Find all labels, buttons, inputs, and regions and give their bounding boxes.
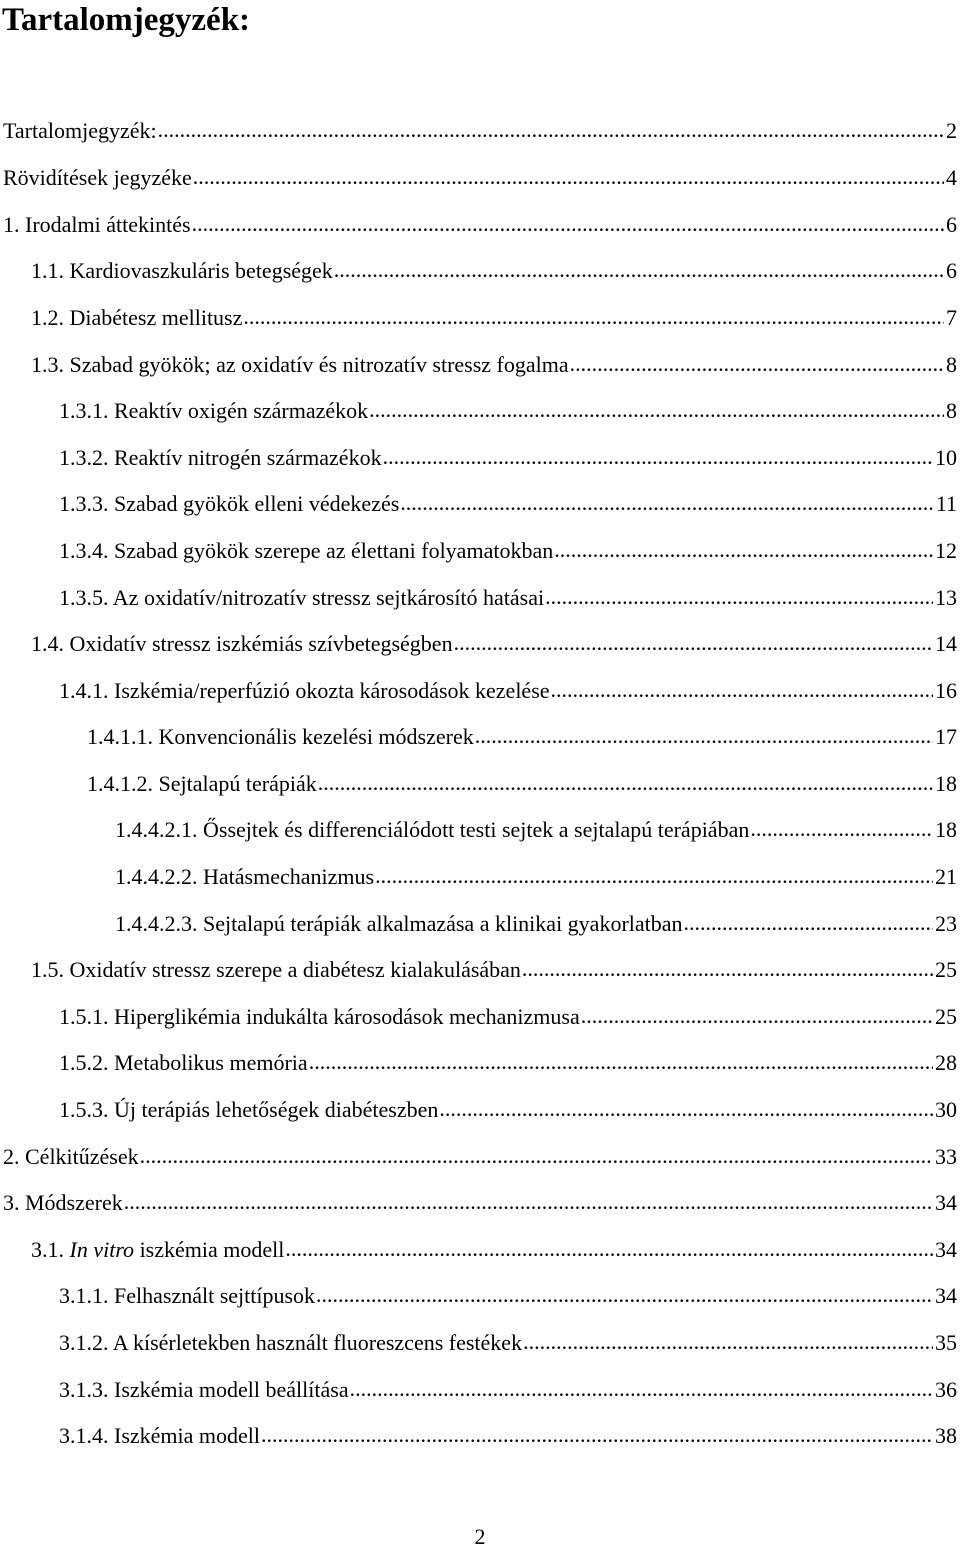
toc-entry-page: 8 (946, 398, 957, 423)
toc-entry-label: 1.5. Oxidatív stressz szerepe a diabétesz kialakulásában (31, 957, 521, 982)
toc-entry-1-5-2[interactable] (59, 1048, 957, 1078)
toc-entry-1-3-5[interactable] (59, 583, 957, 613)
toc-entry-label: 3.1.3. Iszkémia modell beállítása (59, 1377, 349, 1402)
page-number: 2 (474, 1524, 486, 1549)
toc-entry-1-4-1-2[interactable] (87, 769, 957, 799)
toc-leader-dots (350, 1374, 933, 1404)
toc-entry-page: 7 (946, 305, 957, 330)
toc-leader-dots (124, 1187, 933, 1217)
toc-entry-1-4-4-2-2[interactable] (115, 862, 957, 892)
toc-entry-page: 25 (935, 1004, 957, 1029)
toc-leader-dots (454, 628, 933, 658)
toc-entry-label: 1.3.5. Az oxidatív/nitrozatív stressz sejtkárosító hatásai (59, 585, 545, 610)
toc-entry-page: 34 (935, 1237, 957, 1262)
toc-leader-dots (309, 1047, 933, 1077)
toc-entry-label: 1.1. Kardiovaszkuláris betegségek (31, 258, 333, 283)
toc-entry-label: 1.4.1. Iszkémia/reperfúzió okozta károsodások kezelése (59, 678, 550, 703)
toc-leader-dots (570, 349, 944, 379)
toc-entry-page: 16 (935, 678, 957, 703)
toc-leader-dots (522, 954, 933, 984)
toc-leader-dots (545, 582, 933, 612)
toc-leader-dots (140, 1141, 933, 1171)
toc-entry-1-5-1[interactable] (59, 1002, 957, 1032)
toc-entry-page: 6 (946, 258, 957, 283)
toc-leader-dots (261, 1420, 933, 1450)
toc-entry-label: 1.4.4.2.2. Hatásmechanizmus (115, 864, 375, 889)
toc-entry-page: 21 (935, 864, 957, 889)
toc-leader-dots (316, 1280, 933, 1310)
toc-leader-dots (439, 1094, 933, 1124)
toc-entry-1-3-2[interactable] (59, 443, 957, 473)
toc-label-italic: In vitro (69, 1237, 135, 1262)
toc-label-suffix: iszkémia modell (134, 1237, 285, 1262)
toc-leader-dots (475, 721, 933, 751)
toc-entry-1-4-1-1[interactable] (87, 722, 957, 752)
toc-entry-1-4-1[interactable] (59, 676, 957, 706)
toc-entry-label: 1.4. Oxidatív stressz iszkémiás szívbetegségben (31, 631, 453, 656)
toc-entry-3-1-1[interactable] (59, 1281, 957, 1311)
toc-entry-label: 3. Módszerek (3, 1190, 123, 1215)
toc-leader-dots (400, 488, 934, 518)
toc-entry-1-3-4[interactable] (59, 536, 957, 566)
toc-leader-dots (193, 162, 944, 192)
toc-entry-page: 17 (935, 724, 957, 749)
toc-leader-dots (369, 395, 944, 425)
toc-entry-page: 30 (935, 1097, 957, 1122)
toc-entry-label: 1.3.1. Reaktív oxigén származékok (59, 398, 369, 423)
toc-entry-label: 1.5.3. Új terápiás lehetőségek diabéteszben (59, 1097, 439, 1122)
toc-entry-3-1-4[interactable] (59, 1421, 957, 1451)
toc-entry-label: 1.3.2. Reaktív nitrogén származékok (59, 445, 382, 470)
toc-entry-page: 2 (946, 118, 957, 143)
toc-entry-page: 34 (935, 1283, 957, 1308)
toc-entry-label: 1.4.1.1. Konvencionális kezelési módszerek (87, 724, 474, 749)
toc-entry-1-3-3[interactable] (59, 489, 957, 519)
toc-leader-dots (551, 675, 933, 705)
toc-entry-1-3[interactable] (31, 350, 957, 380)
toc-leader-dots (318, 768, 933, 798)
toc-leader-dots (383, 442, 933, 472)
page-title: Tartalomjegyzék: (2, 2, 251, 38)
toc-leader-dots (523, 1327, 933, 1357)
toc-entry-3-1-2[interactable] (59, 1328, 957, 1358)
toc-entry-page: 13 (935, 585, 957, 610)
toc-leader-dots (581, 1001, 933, 1031)
toc-entry-1-2[interactable] (31, 303, 957, 333)
toc-leader-dots (554, 535, 933, 565)
toc-entry-page: 18 (935, 771, 957, 796)
toc-entry-1-1[interactable] (31, 256, 957, 286)
toc-leader-dots (684, 908, 933, 938)
toc-entry-label: Rövidítések jegyzéke (3, 165, 192, 190)
toc-entry-page: 28 (935, 1050, 957, 1075)
toc-entry-tartalomjegyzek[interactable] (3, 116, 957, 146)
toc-entry-label: 2. Célkitűzések (3, 1144, 139, 1169)
toc-entry-2[interactable] (3, 1142, 957, 1172)
toc-entry-label: 1. Irodalmi áttekintés (3, 212, 191, 237)
toc-entry-label: 1.5.1. Hiperglikémia indukálta károsodások mechanizmusa (59, 1004, 580, 1029)
toc-entry-label: 1.2. Diabétesz mellitusz (31, 305, 243, 330)
toc-entry-label: 1.4.4.2.3. Sejtalapú terápiák alkalmazása a klinikai gyakorlatban (115, 911, 683, 936)
toc-entry-page: 25 (935, 957, 957, 982)
toc-entry-label: 3.1.1. Felhasznált sejttípusok (59, 1283, 316, 1308)
toc-leader-dots (285, 1234, 933, 1264)
toc-entry-label: 1.3.3. Szabad gyökök elleni védekezés (59, 491, 400, 516)
toc-entry-page: 36 (935, 1377, 957, 1402)
toc-entry-3-1-3[interactable] (59, 1375, 957, 1405)
toc-entry-1-4[interactable] (31, 629, 957, 659)
toc-entry-page: 4 (946, 165, 957, 190)
toc-entry-1-4-4-2-1[interactable] (115, 815, 957, 845)
toc-entry-page: 14 (935, 631, 957, 656)
toc-entry-label: 1.3.4. Szabad gyökök szerepe az élettani folyamatokban (59, 538, 554, 563)
toc-entry-label: 3.1.4. Iszkémia modell (59, 1423, 261, 1448)
toc-entry-1-4-4-2-3[interactable] (115, 909, 957, 939)
toc-entry-page: 23 (935, 911, 957, 936)
toc-leader-dots (750, 814, 933, 844)
toc-leader-dots (334, 255, 944, 285)
toc-entry-1-5-3[interactable] (59, 1095, 957, 1125)
toc-leader-dots (192, 209, 944, 239)
toc-entry-label: Tartalomjegyzék: (3, 118, 157, 143)
toc-entry-3[interactable] (3, 1188, 957, 1218)
toc-entry-page: 34 (935, 1190, 957, 1215)
toc-entry-page: 11 (935, 491, 957, 516)
toc-entry-label: 1.3. Szabad gyökök; az oxidatív és nitrozatív stressz fogalma (31, 352, 569, 377)
toc-entry-3-1[interactable] (31, 1235, 957, 1265)
toc-entry-page: 38 (935, 1423, 957, 1448)
toc-entry-page: 12 (935, 538, 957, 563)
toc-entry-1-5[interactable] (31, 955, 957, 985)
toc-entry-page: 18 (935, 817, 957, 842)
toc-entry-1[interactable] (3, 210, 957, 240)
toc-leader-dots (375, 861, 933, 891)
toc-entry-label: 1.5.2. Metabolikus memória (59, 1050, 308, 1075)
toc-entry-roviditesek[interactable] (3, 163, 957, 193)
toc-label-prefix: 3.1. (31, 1237, 70, 1262)
toc-entry-page: 35 (935, 1330, 957, 1355)
toc-entry-label: 3.1.2. A kísérletekben használt fluoreszcens festékek (59, 1330, 523, 1355)
toc-entry-1-3-1[interactable] (59, 396, 957, 426)
toc-entry-page: 6 (946, 212, 957, 237)
toc-entry-page: 10 (935, 445, 957, 470)
toc-entry-page: 33 (935, 1144, 957, 1169)
toc-leader-dots (243, 302, 944, 332)
toc-entry-label (31, 1235, 284, 1265)
toc-entry-label: 1.4.4.2.1. Őssejtek és differenciálódott testi sejtek a sejtalapú terápiában (115, 817, 750, 842)
toc-entry-label: 1.4.1.2. Sejtalapú terápiák (87, 771, 317, 796)
toc-leader-dots (158, 115, 944, 145)
toc-entry-page: 8 (946, 352, 957, 377)
